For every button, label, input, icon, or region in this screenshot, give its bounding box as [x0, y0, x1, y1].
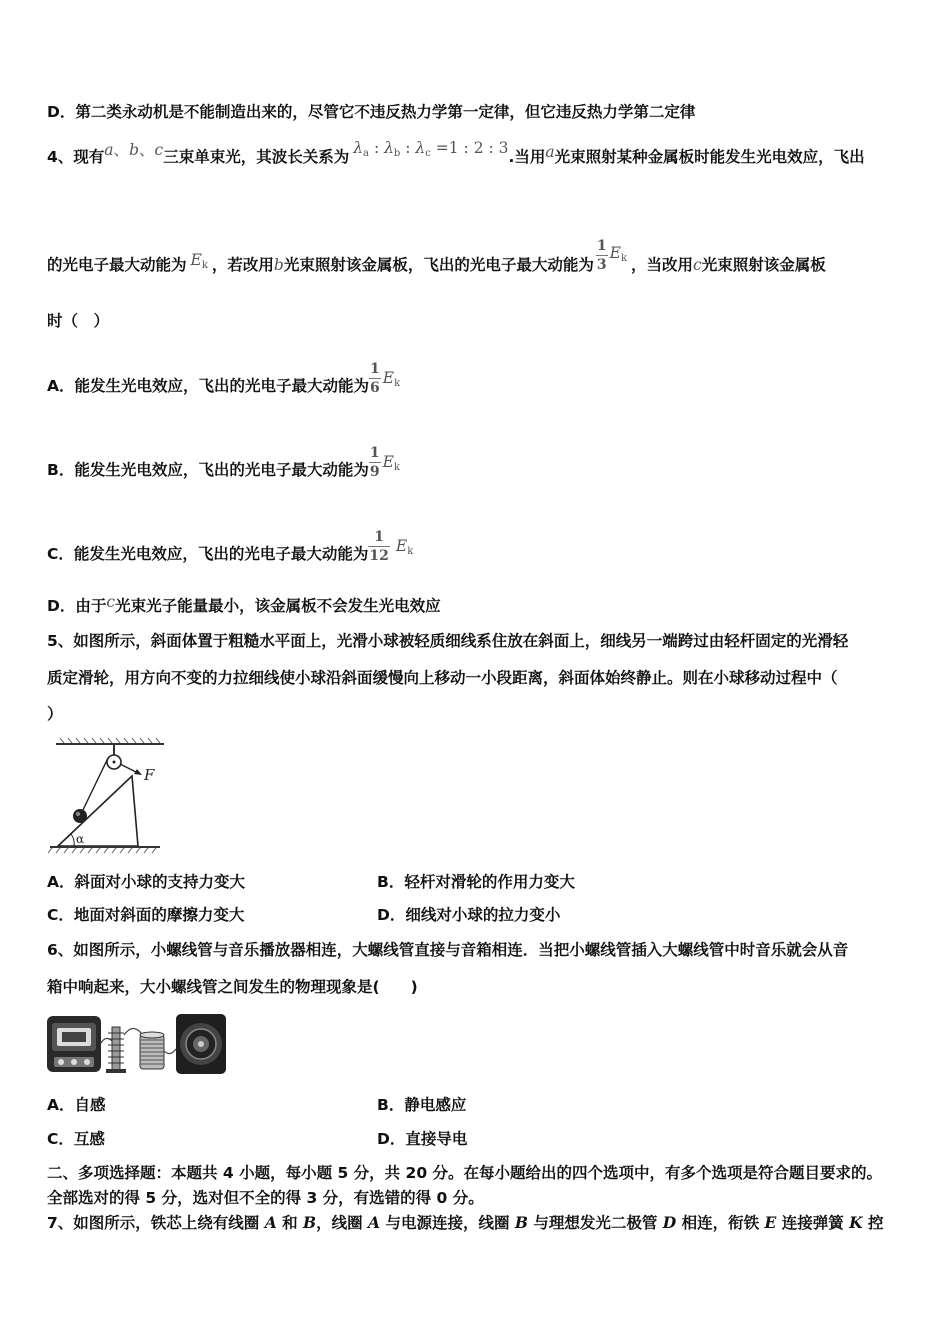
num: 1: [374, 529, 384, 545]
den: 3: [596, 257, 607, 273]
den: 6: [370, 380, 380, 396]
q6-option-c: C．互感: [47, 1130, 105, 1148]
q6-option-d: D．直接导电: [377, 1130, 468, 1148]
q4-option-d: [47, 595, 441, 617]
coil-b: B: [303, 1213, 317, 1232]
incline-pulley-figure: [46, 736, 164, 854]
fraction: [369, 360, 381, 397]
wavelength-ratio: $\lambda_a$ : $\lambda_b$ : $\lambda_c =1$ : 2 : 3: [353, 139, 509, 159]
spring-k: K: [849, 1213, 863, 1232]
text: B．能发生光电效应，飞出的光电子最大动能为: [47, 461, 369, 479]
coil-a: A: [264, 1213, 277, 1232]
q3-option-d: D．第二类永动机是不能制造出来的，尽管它不违反热力学第一定律，但它违反热力学第二定律: [47, 103, 696, 121]
large-solenoid-icon: [140, 1032, 164, 1069]
incline-block: [58, 776, 138, 846]
coil-b: B: [514, 1213, 528, 1232]
text: 4、现有: [47, 148, 105, 166]
force-label: F: [144, 766, 155, 784]
text: 7、如图所示，铁芯上绕有线圈: [47, 1214, 265, 1232]
section2-heading-line1: 二、多项选择题：本题共 4 小题，每小题 5 分，共 20 分。在每小题给出的四个选项中，有多个选项是符合题目要求的。: [47, 1164, 883, 1182]
text: 三束单束光，其波长关系为: [163, 148, 350, 166]
var-b: b: [273, 256, 284, 274]
text: 光束光子能量最小，该金属板不会发生光电效应: [115, 597, 441, 615]
q4-stem-line2: 的光电子最大动能为 $E_k$ ，若改用b光束照射该金属板，飞出的光电子最大动能为 $\frac{1}{3}$ $E_k$ ，当改用c光束照射该金属板: [47, 238, 826, 274]
q6-option-b: B．静电感应: [377, 1096, 467, 1114]
text: ，当改用: [631, 256, 694, 274]
armature-e: E: [764, 1213, 777, 1232]
q4-option-b: B．能发生光电效应，飞出的光电子最大动能为 $\frac{1}{9}$ $E_k$: [47, 445, 400, 480]
var-b: b: [129, 141, 139, 159]
text: 控: [862, 1214, 884, 1232]
text: 相连，衔铁: [676, 1214, 765, 1232]
angle-label: α: [76, 832, 85, 846]
q6-option-a: A．自感: [47, 1096, 106, 1114]
ek: E: [190, 251, 202, 269]
var-c: c: [154, 141, 164, 159]
ball: [73, 809, 87, 823]
fraction: [368, 528, 389, 565]
q4-stem-line3: 时（ ）: [47, 312, 110, 330]
q6-stem-line2: 箱中响起来，大小螺线管之间发生的物理现象是( ): [47, 978, 418, 996]
den: 12: [369, 548, 389, 564]
q5-stem-line3: ）: [47, 705, 63, 723]
text: 的光电子最大动能为: [47, 256, 187, 274]
fraction-one-third: [596, 237, 608, 274]
diode-d: D: [662, 1213, 677, 1232]
lambda: λ: [353, 139, 364, 157]
text: 与理想发光二极管: [527, 1214, 663, 1232]
ek-symbol: [191, 251, 208, 269]
text: 与电源连接，线圈: [380, 1214, 515, 1232]
num: 1: [596, 238, 607, 254]
q5-stem-line1: 5、如图所示，斜面体置于粗糙水平面上，光滑小球被轻质细线系住放在斜面上，细线另一端跨过由轻杆固定的光滑轻: [47, 632, 849, 650]
var-c: c: [106, 593, 116, 611]
text: 光束照射该金属板: [701, 256, 826, 274]
fraction: [369, 444, 381, 481]
text: D．由于: [47, 597, 107, 615]
q5-option-c: C．地面对斜面的摩擦力变大: [47, 906, 245, 924]
var-c: c: [693, 256, 702, 274]
solenoid-speaker-figure: [46, 1013, 228, 1075]
sep: 、: [139, 141, 155, 159]
text: ，线圈: [316, 1214, 369, 1232]
q5-stem-line2: 质定滑轮，用方向不变的力拉细线使小球沿斜面缓慢向上移动一小段距离，斜面体始终静止。则在小球移动过程中（: [47, 669, 838, 687]
text: A．能发生光电效应，飞出的光电子最大动能为: [47, 377, 369, 395]
q7-stem-line1: [47, 1212, 884, 1234]
coil-a: A: [368, 1213, 381, 1232]
small-solenoid-icon: [106, 1027, 126, 1073]
q4-option-c: C．能发生光电效应，飞出的光电子最大动能为 $\frac{1}{12}$ $E_k$: [47, 529, 414, 564]
q4-option-a: A．能发生光电效应，飞出的光电子最大动能为 $\frac{1}{6}$ $E_k$: [47, 361, 401, 396]
speaker-icon: [176, 1014, 226, 1074]
var-a: a: [545, 143, 555, 161]
text: C．能发生光电效应，飞出的光电子最大动能为: [47, 545, 369, 563]
q4-stem-line1: [47, 139, 865, 174]
section2-heading-line2: 全部选对的得 5 分，选对但不全的得 3 分，有选错的得 0 分。: [47, 1189, 484, 1207]
sep: 、: [113, 141, 130, 159]
text: ，若改用: [211, 256, 274, 274]
q5-option-d: D．细线对小球的拉力变小: [377, 906, 561, 924]
den: 9: [369, 464, 380, 480]
music-player-icon: [47, 1016, 101, 1072]
text: 光束照射某种金属板时能发生光电效应，飞出: [554, 148, 865, 166]
q6-stem-line1: 6、如图所示，小螺线管与音乐播放器相连，大螺线管直接与音箱相连．当把小螺线管插入大螺线管中时音乐就会从音: [47, 941, 849, 959]
text: 和: [276, 1214, 304, 1232]
var-a: a: [104, 141, 114, 159]
text: .当用: [508, 148, 546, 166]
q5-option-b: B．轻杆对滑轮的作用力变大: [377, 873, 575, 891]
ratio-values: =1 : 2 : 3: [430, 139, 509, 157]
q5-option-a: A．斜面对小球的支持力变大: [47, 873, 245, 891]
text: 光束照射该金属板，飞出的光电子最大动能为: [283, 256, 594, 274]
num: 1: [370, 361, 380, 377]
num: 1: [369, 445, 380, 461]
ek-sub: k: [201, 260, 208, 271]
text: 连接弹簧: [776, 1214, 850, 1232]
